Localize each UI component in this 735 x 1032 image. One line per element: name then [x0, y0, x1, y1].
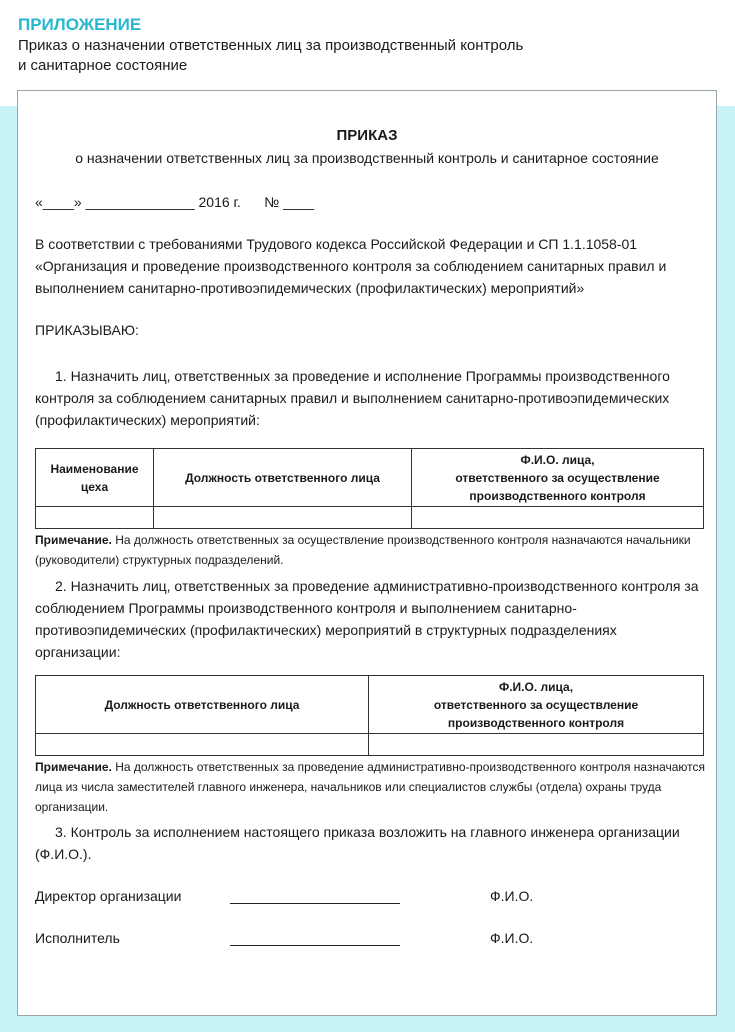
preamble-paragraph: В соответствии с требованиями Трудового кодекса Российской Федерации и СП 1.1.1058-01 «Организация и проведение производственного контроля за соблюдением санитарных правил и выполнением санитарно-противоэпидемических (профилактических) мероприятий» — [35, 236, 667, 296]
date-number-line: «____» ______________ 2016 г. № ____ — [35, 194, 315, 210]
signature-director-line[interactable] — [230, 889, 400, 904]
table2-cell-empty[interactable] — [369, 734, 704, 756]
table2-cell-empty[interactable] — [36, 734, 369, 756]
table-admin-control — [35, 675, 704, 756]
table1-header-fio-l3: производственного контроля — [469, 488, 646, 503]
note-1-text: На должность ответственных за осуществление производственного контроля назначаются начальники (руководители) структурных подразделений. — [35, 533, 691, 567]
table1-header-fio — [412, 449, 704, 507]
note-2-label: Примечание. — [35, 760, 112, 774]
note-1 — [35, 530, 705, 570]
table2-header-fio — [369, 676, 704, 734]
order-word: ПРИКАЗЫВАЮ: — [35, 322, 139, 338]
table-responsible-shops — [35, 448, 704, 529]
page-header — [18, 14, 718, 76]
table-row — [36, 734, 704, 756]
table1-cell-empty[interactable] — [412, 507, 704, 529]
document-subtitle: о назначении ответственных лиц за производственный контроль и санитарное состояние — [75, 150, 659, 166]
table1-header-position: Должность ответственного лица — [154, 449, 412, 507]
signature-director-name: Ф.И.О. — [490, 888, 534, 904]
signature-director-label: Директор организации — [35, 888, 182, 904]
item-3-paragraph: 3. Контроль за исполнением настоящего приказа возложить на главного инженера организации (Ф.И.О.). — [35, 824, 680, 862]
table-row — [36, 507, 704, 529]
signature-executor-line[interactable] — [230, 931, 400, 946]
order-document — [17, 90, 717, 1016]
note-2 — [35, 757, 705, 817]
table2-header-position: Должность ответственного лица — [36, 676, 369, 734]
table2-header-fio-l3: производственного контроля — [447, 715, 625, 730]
table1-cell-empty[interactable] — [36, 507, 154, 529]
header-title-line1: Приказ о назначении ответственных лиц за производственный контроль — [18, 37, 524, 54]
table1-header-shop: Наименование цеха — [36, 449, 154, 507]
table1-header-fio-l2: ответственного за осуществление — [455, 470, 660, 485]
item-2-paragraph: 2. Назначить лиц, ответственных за проведение административно-производственного контроля за соблюдением Программы производственного контроля и выполнением санитарно-противоэпидемических (профилактических) мероприятий в структурных подразделениях организации: — [35, 578, 699, 660]
note-1-label: Примечание. — [35, 533, 112, 547]
table1-header-fio-l1: Ф.И.О. лица, — [520, 452, 595, 467]
signature-executor-label: Исполнитель — [35, 930, 120, 946]
header-title-line2: и санитарное состояние — [18, 57, 188, 74]
table2-header-fio-l1: Ф.И.О. лица, — [498, 679, 574, 694]
table2-header-fio-l2: ответственного за осуществление — [433, 697, 639, 712]
table1-cell-empty[interactable] — [154, 507, 412, 529]
appendix-tag: ПРИЛОЖЕНИЕ — [18, 15, 142, 34]
signature-executor-name: Ф.И.О. — [490, 930, 534, 946]
note-2-text: На должность ответственных за проведение административно-производственного контроля назначаются лица из числа заместителей главного инженера, начальников или специалистов службы (отдела) охраны труда организации. — [35, 760, 706, 814]
item-1-paragraph: 1. Назначить лиц, ответственных за проведение и исполнение Программы производственного контроля за соблюдением санитарных правил и выполнением санитарно-противоэпидемических (профилактических) мероприятий: — [35, 368, 670, 428]
document-title: ПРИКАЗ — [336, 127, 398, 144]
